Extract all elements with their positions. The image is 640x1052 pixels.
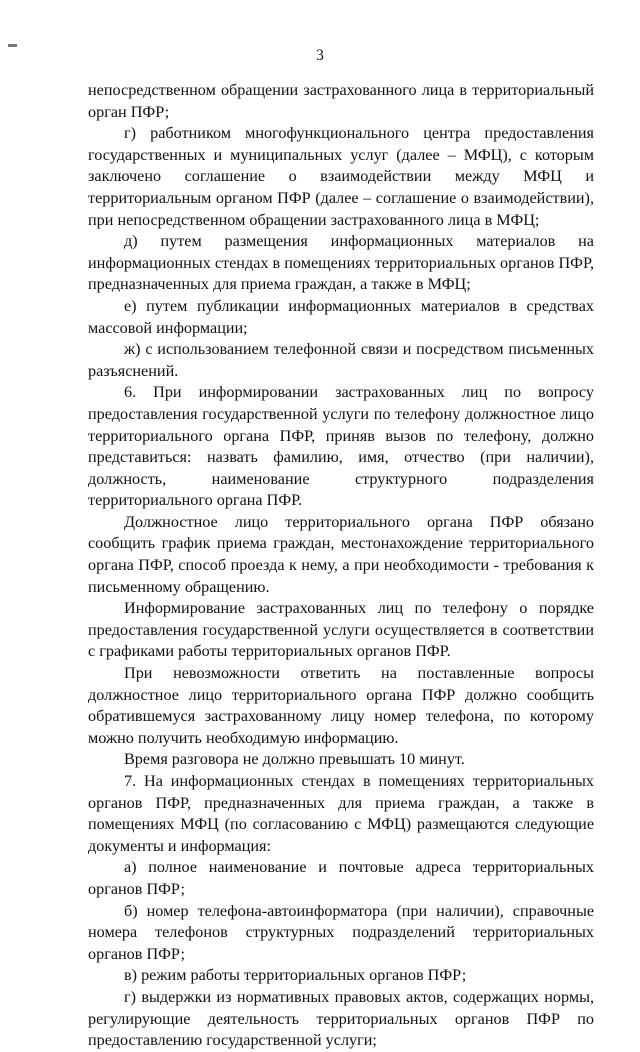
paragraph-item-g-mfc: г) работником многофункционального центра предоставления государственных и муниципальных услуг (далее – МФЦ), с которым заключено соглашение о взаимодействии между МФЦ и территориальным органом ПФР (далее – соглашение о взаимодействии), при непосредственном обращении застрахованного лица в МФЦ; xyxy=(88,124,594,229)
paragraph-call-duration: Время разговора не должно превышать 10 минут. xyxy=(124,750,465,769)
paragraph-item-g-excerpts: г) выдержки из нормативных правовых актов, содержащих нормы, регулирующие деятельность территориальных органов ПФР по предоставлению государственной услуги; xyxy=(88,987,594,1050)
paragraph-7-stands: 7. На информационных стендах в помещениях территориальных органов ПФР, предназначенных для приема граждан, а также в помещениях МФЦ (по согласованию с МФЦ) размещаются следующие документы и информация: xyxy=(88,772,594,855)
paragraph-schedule-duty: Должностное лицо территориального органа ПФР обязано сообщить график приема граждан, местонахождение территориального органа ПФР, способ проезда к нему, а при необходимости - требования к письменному обращению. xyxy=(88,512,594,596)
paragraph-item-zh-phone: ж) с использованием телефонной связи и посредством письменных разъяснений. xyxy=(88,340,594,380)
paragraph-item-a-addresses: а) полное наименование и почтовые адреса территориальных органов ПФР; xyxy=(88,858,594,898)
paragraph-item-v-hours: в) режим работы территориальных органов ПФР; xyxy=(124,966,467,985)
page-number: 3 xyxy=(316,47,324,64)
paragraph-phone-schedule: Информирование застрахованных лиц по телефону о порядке предоставления государственной услуги осуществляется в соответствии с графиками работы территориальных органов ПФР. xyxy=(88,599,594,661)
paragraph-continuation: непосредственном обращении застрахованного лица в территориальный орган ПФР; xyxy=(88,81,594,121)
paragraph-item-d-stands: д) путем размещения информационных материалов на информационных стендах в помещениях территориальных органов ПФР, предназначенных для приема граждан, а также в МФЦ; xyxy=(88,232,594,294)
paragraph-6-phone-info: 6. При информировании застрахованных лиц по вопросу предоставления государственной услуги по телефону должностное лицо территориального органа ПФР, приняв вызов по телефону, должно представиться: назвать фамилию, имя, отчество (при наличии), должность, наименование структурного подразделения территориального органа ПФР. xyxy=(88,383,594,510)
paragraph-item-b-phones: б) номер телефона-автоинформатора (при наличии), справочные номера телефонов структурных подразделений территориальных органов ПФР; xyxy=(88,901,594,963)
paragraph-item-e-media: е) путем публикации информационных материалов в средствах массовой информации; xyxy=(88,296,594,337)
paragraph-redirect-number: При невозможности ответить на поставленные вопросы должностное лицо территориального органа ПФР должно сообщить обратившемуся застрахованному лицу номер телефона, по которому можно получить необходимую информацию. xyxy=(88,664,594,747)
document-body xyxy=(88,80,594,1052)
